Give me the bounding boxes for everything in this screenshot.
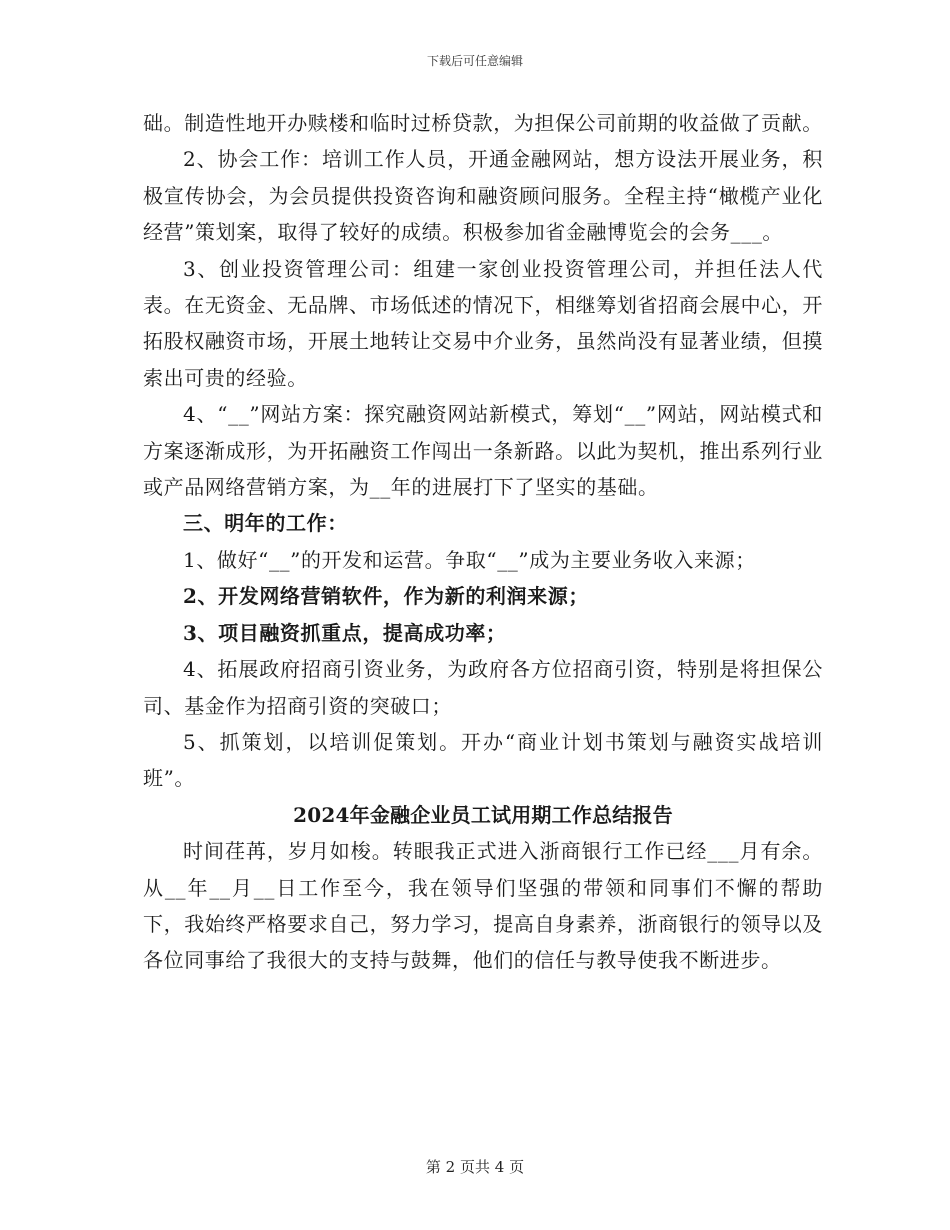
paragraph-association-work: 2、协会工作：培训工作人员，开通金融网站，想方设法开展业务，积极宣传协会，为会员提供投资咨询和融资顾问服务。全程主持“橄榄产业化经营”策划案，取得了较好的成绩。积极参加省金融博览会的会务___。 (143, 147, 823, 245)
paragraph-intro: 时间荏苒，岁月如梭。转眼我正式进入浙商银行工作已经___月有余。从__年__月__日工作至今，我在领导们坚强的带领和同事们不懈的帮助下，我始终严格要求自己，努力学习，提高自身素养，浙商银行的领导以及各位同事给了我很大的支持与鼓舞，他们的信任与教导使我不断进步。 (143, 839, 823, 973)
list-item-5: 5、抓策划，以培训促策划。开办“商业计划书策划与融资实战培训班”。 (143, 729, 823, 791)
page-header: 下载后可任意编辑 (426, 54, 523, 68)
page-footer: 第 2 页共 4 页 (425, 1158, 525, 1176)
list-item-3: 3、项目融资抓重点，提高成功率； (183, 620, 507, 645)
list-item-1: 1、做好“__”的开发和运营。争取“__”成为主要业务收入来源； (183, 547, 756, 572)
list-item-2: 2、开发网络营销软件，作为新的利润来源； (183, 584, 589, 609)
paragraph-venture-capital: 3、创业投资管理公司：组建一家创业投资管理公司，并担任法人代表。在无资金、无品牌、市场低述的情况下，相继筹划省招商会展中心，开拓股权融资市场，开展土地转让交易中介业务，虽然尚没有显著业绩，但摸索出可贵的经验。 (143, 256, 823, 390)
document-body (143, 105, 823, 979)
section-heading-next-year: 三、明年的工作： (183, 511, 348, 536)
paragraph-website-plan: 4、“__”网站方案：探究融资网站新模式，筹划“__”网站，网站模式和方案逐渐成形，为开拓融资工作闯出一条新路。以此为契机，推出系列行业或产品网络营销方案，为__年的进展打下了坚实的基础。 (143, 402, 823, 500)
list-item-4: 4、拓展政府招商引资业务，为政府各方位招商引资，特别是将担保公司、基金作为招商引资的突破口； (143, 657, 823, 718)
report-title: 2024年金融企业员工试用期工作总结报告 (293, 802, 673, 827)
paragraph-continuation: 础。制造性地开办赎楼和临时过桥贷款，为担保公司前期的收益做了贡献。 (143, 111, 823, 135)
